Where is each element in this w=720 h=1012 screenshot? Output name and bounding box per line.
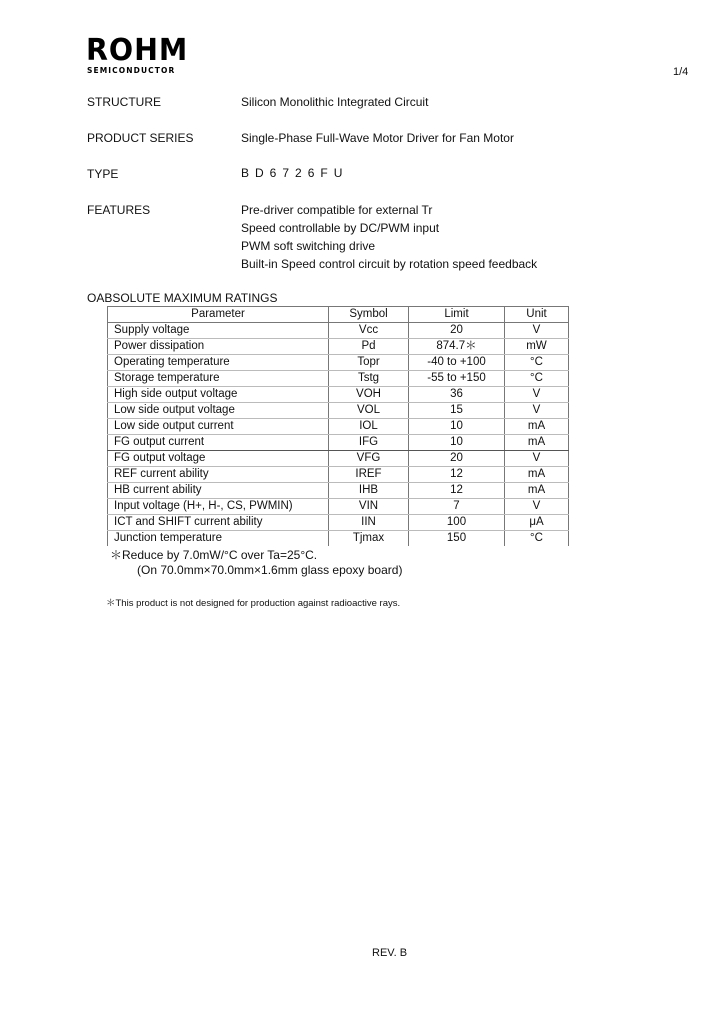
table-row	[108, 323, 569, 339]
symbol-cell: Pd	[329, 339, 409, 355]
parameter-cell: ICT and SHIFT current ability	[108, 515, 329, 531]
symbol-cell: VIN	[329, 499, 409, 515]
parameter-cell: Supply voltage	[108, 323, 329, 339]
unit-cell: mA	[505, 435, 569, 451]
limit-cell: 12	[409, 483, 505, 499]
radiation-disclaimer: ＊This product is not designed for production against radioactive rays.	[106, 598, 401, 609]
type-label: TYPE	[87, 167, 119, 181]
table-row	[108, 435, 569, 451]
symbol-cell: Tjmax	[329, 531, 409, 547]
table-row	[108, 371, 569, 387]
ratings-body	[108, 323, 569, 547]
series-label: PRODUCT SERIES	[87, 131, 194, 145]
unit-cell: μA	[505, 515, 569, 531]
feature-item: Speed controllable by DC/PWM input	[241, 221, 440, 235]
parameter-cell: Input voltage (H+, H-, CS, PWMIN)	[108, 499, 329, 515]
unit-cell: mW	[505, 339, 569, 355]
limit-cell: 874.7＊	[409, 339, 505, 355]
table-row	[108, 531, 569, 547]
limit-cell: 10	[409, 419, 505, 435]
table-row	[108, 451, 569, 467]
parameter-cell: FG output current	[108, 435, 329, 451]
unit-cell: V	[505, 451, 569, 467]
ratings-title: OABSOLUTE MAXIMUM RATINGS	[87, 291, 278, 305]
unit-cell: V	[505, 387, 569, 403]
feature-item: Pre-driver compatible for external Tr	[241, 203, 433, 217]
limit-cell: -40 to +100	[409, 355, 505, 371]
limit-cell: 36	[409, 387, 505, 403]
parameter-cell: REF current ability	[108, 467, 329, 483]
header-parameter: Parameter	[108, 307, 329, 323]
structure-value: Silicon Monolithic Integrated Circuit	[241, 95, 429, 109]
unit-cell: mA	[505, 483, 569, 499]
series-value: Single-Phase Full-Wave Motor Driver for Fan Motor	[241, 131, 514, 145]
table-header-row	[108, 307, 569, 323]
limit-cell: 20	[409, 323, 505, 339]
symbol-cell: Topr	[329, 355, 409, 371]
parameter-cell: HB current ability	[108, 483, 329, 499]
symbol-cell: IOL	[329, 419, 409, 435]
board-note: (On 70.0mm×70.0mm×1.6mm glass epoxy board)	[137, 563, 403, 577]
header-unit: Unit	[505, 307, 569, 323]
limit-cell: 15	[409, 403, 505, 419]
symbol-cell: IHB	[329, 483, 409, 499]
table-row	[108, 387, 569, 403]
symbol-cell: VOH	[329, 387, 409, 403]
limit-cell: 10	[409, 435, 505, 451]
parameter-cell: Storage temperature	[108, 371, 329, 387]
ratings-table	[107, 306, 569, 546]
structure-label: STRUCTURE	[87, 95, 161, 109]
parameter-cell: Operating temperature	[108, 355, 329, 371]
symbol-cell: IIN	[329, 515, 409, 531]
limit-cell: 20	[409, 451, 505, 467]
limit-cell: 150	[409, 531, 505, 547]
table-row	[108, 403, 569, 419]
limit-cell: 100	[409, 515, 505, 531]
table-row	[108, 483, 569, 499]
symbol-cell: Vcc	[329, 323, 409, 339]
unit-cell: V	[505, 403, 569, 419]
limit-cell: 7	[409, 499, 505, 515]
table-row	[108, 419, 569, 435]
unit-cell: V	[505, 499, 569, 515]
feature-item: Built-in Speed control circuit by rotation speed feedback	[241, 257, 538, 271]
unit-cell: mA	[505, 467, 569, 483]
unit-cell: °C	[505, 371, 569, 387]
limit-cell: 12	[409, 467, 505, 483]
features-label: FEATURES	[87, 203, 151, 217]
revision-label: REV. B	[372, 947, 408, 959]
type-value: BD6726FU	[241, 166, 349, 180]
parameter-cell: High side output voltage	[108, 387, 329, 403]
table-row	[108, 499, 569, 515]
page-number: 1/4	[673, 66, 689, 78]
parameter-cell: FG output voltage	[108, 451, 329, 467]
table-row	[108, 515, 569, 531]
unit-cell: °C	[505, 355, 569, 371]
limit-cell: -55 to +150	[409, 371, 505, 387]
semiconductor-logo-text: SEMICONDUCTOR	[87, 66, 176, 75]
derating-note: ＊Reduce by 7.0mW/°C over Ta=25°C.	[110, 548, 318, 562]
symbol-cell: Tstg	[329, 371, 409, 387]
table-row	[108, 355, 569, 371]
unit-cell: V	[505, 323, 569, 339]
table-row	[108, 467, 569, 483]
parameter-cell: Power dissipation	[108, 339, 329, 355]
unit-cell: mA	[505, 419, 569, 435]
unit-cell: °C	[505, 531, 569, 547]
parameter-cell: Low side output current	[108, 419, 329, 435]
table-row	[108, 339, 569, 355]
feature-item: PWM soft switching drive	[241, 239, 376, 253]
parameter-cell: Junction temperature	[108, 531, 329, 547]
symbol-cell: IFG	[329, 435, 409, 451]
rohm-logo: ROHM	[86, 33, 189, 68]
symbol-cell: IREF	[329, 467, 409, 483]
header-symbol: Symbol	[329, 307, 409, 323]
header-limit: Limit	[409, 307, 505, 323]
symbol-cell: VOL	[329, 403, 409, 419]
parameter-cell: Low side output voltage	[108, 403, 329, 419]
symbol-cell: VFG	[329, 451, 409, 467]
